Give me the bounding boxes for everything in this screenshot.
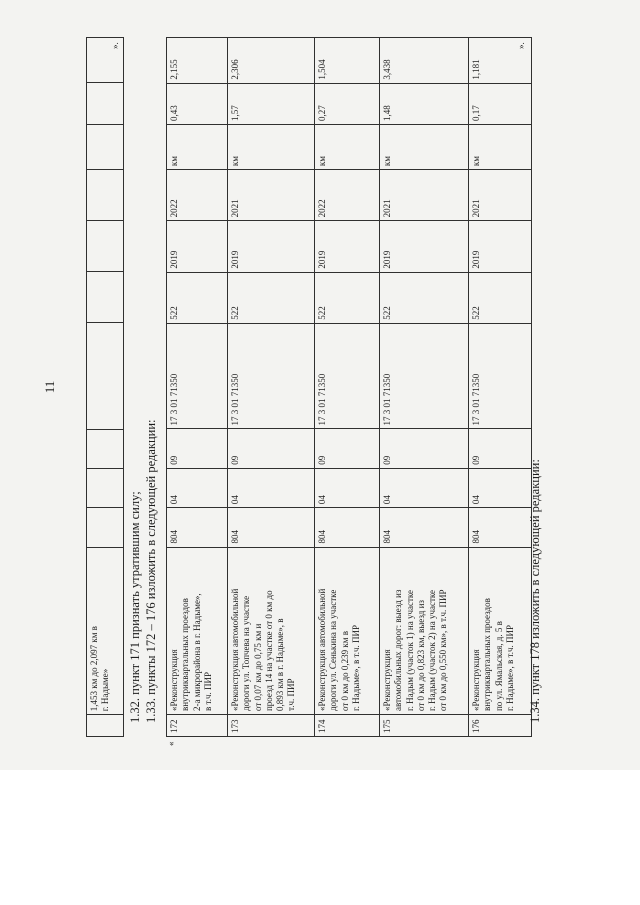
cell-num: 174 xyxy=(315,715,380,737)
name-line: «Реконструкция автомобильной xyxy=(317,588,327,712)
name-line: т.ч. ПИР xyxy=(286,678,297,712)
cell-c3: 09 xyxy=(228,429,315,468)
name-line: дороги ул. Топчева на участке xyxy=(241,595,252,712)
cell-c7: 2022 xyxy=(167,170,228,221)
name-line: внутриквартальных проездов xyxy=(482,598,493,712)
table-row xyxy=(228,38,315,737)
cell-name xyxy=(167,547,228,715)
cell-unit: км xyxy=(469,125,532,170)
cell-c5: 522 xyxy=(228,272,315,323)
cell xyxy=(87,468,124,507)
cell-c4: 17 3 01 71350 xyxy=(315,323,380,429)
cell-c6: 2019 xyxy=(380,221,469,272)
cell-name xyxy=(469,547,532,715)
cell xyxy=(87,323,124,429)
name-line: 0,893 км в г. Надыме», в xyxy=(275,618,285,712)
name-line: «Реконструкция xyxy=(382,649,392,712)
table-row xyxy=(167,38,228,737)
cell-c7: 2021 xyxy=(469,170,532,221)
cell-name xyxy=(315,547,380,715)
cell-c2: 04 xyxy=(469,468,532,507)
name-line: 1,453 км до 2,097 км в xyxy=(89,626,99,712)
cell-unit: км xyxy=(380,125,469,170)
cell-name xyxy=(87,547,124,715)
cell-c5: 522 xyxy=(315,272,380,323)
name-line: «Реконструкция xyxy=(471,649,481,712)
cell-c3: 09 xyxy=(469,429,532,468)
cell-qty: 1,48 xyxy=(380,83,469,124)
cell-unit: км xyxy=(315,125,380,170)
cell-amount: 1,504 xyxy=(315,38,380,84)
name-line: от 0,07 км до 0,75 км и xyxy=(252,623,263,712)
cell-c5: 522 xyxy=(380,272,469,323)
cell-c3: 09 xyxy=(315,429,380,468)
cell xyxy=(87,272,124,323)
closing-quote-mark: ». xyxy=(110,42,120,49)
name-line: дороги ул. Сенькина на участке xyxy=(328,589,339,712)
cell-c2: 04 xyxy=(167,468,228,507)
name-line: г. Надыме», в т.ч. ПИР xyxy=(350,625,361,712)
cell-c1: 804 xyxy=(469,508,532,547)
cell xyxy=(87,221,124,272)
cell xyxy=(87,83,124,124)
name-line: г. Надым (участок 1) на участке xyxy=(404,589,415,712)
cell xyxy=(87,429,124,468)
cell-c6: 2019 xyxy=(469,221,532,272)
cell-c1: 804 xyxy=(315,508,380,547)
table-row xyxy=(87,38,124,737)
cell-qty: 0,17 xyxy=(469,83,532,124)
cell-c2: 04 xyxy=(380,468,469,507)
cell-num xyxy=(87,715,124,737)
projects-table-body xyxy=(167,38,532,737)
cell-c5: 522 xyxy=(469,272,532,323)
cell-c4: 17 3 01 71350 xyxy=(167,323,228,429)
name-line: г. Надыме» xyxy=(100,668,111,712)
name-line: 2-а микрорайона в г. Надыме», xyxy=(191,593,202,712)
name-line: от 0 км до 0,239 км в xyxy=(339,631,350,712)
name-line: в т.ч. ПИР xyxy=(202,672,213,712)
name-line: автомобильных дорог: выезд из xyxy=(393,589,404,712)
name-line: «Реконструкция xyxy=(169,649,179,712)
name-line: г. Надым (участок 2) на участке xyxy=(427,589,437,712)
paragraph-1-32: 1.32. пункт 171 признать утратившим силу; xyxy=(128,491,142,723)
cell-c1: 804 xyxy=(228,508,315,547)
cell xyxy=(87,169,124,220)
opening-quote-mark: « xyxy=(166,741,176,746)
cell-qty: 0,27 xyxy=(315,83,380,124)
paragraph-1-33: 1.33. пункты 172 – 176 изложить в следующей редакции: xyxy=(144,419,158,723)
paragraph-1-34: 1.34. пункт 178 изложить в следующей редакции: xyxy=(528,459,542,723)
name-line: «Реконструкция автомобильной xyxy=(230,588,240,712)
blank-area xyxy=(0,770,640,905)
cell-num: 172 xyxy=(167,715,228,737)
cell-num: 173 xyxy=(228,715,315,737)
closing-quote-mark: ». xyxy=(516,42,526,49)
name-line: от 0 км до 0,823 км, выезд из xyxy=(415,600,426,712)
name-line: проезд 14 на участке от 0 км до xyxy=(263,590,274,712)
name-line: от 0 км до 0,550 км», в т.ч. ПИР xyxy=(438,589,449,712)
cell-name xyxy=(380,547,469,715)
cell-c7: 2021 xyxy=(228,170,315,221)
cell-c2: 04 xyxy=(228,468,315,507)
name-line: внутриквартальных проездов xyxy=(180,598,191,712)
cell-amount: 1,181 xyxy=(469,38,532,84)
cell-qty: 0,43 xyxy=(167,83,228,124)
cell-amount: 2,306 xyxy=(228,38,315,84)
cell-unit: км xyxy=(167,125,228,170)
cell-c6: 2019 xyxy=(228,221,315,272)
cell-name xyxy=(228,547,315,715)
cell-c4: 17 3 01 71350 xyxy=(228,323,315,429)
cell-num: 175 xyxy=(380,715,469,737)
rotated-content xyxy=(42,37,546,746)
table-row xyxy=(380,38,469,737)
table-row xyxy=(315,38,380,737)
cell-c4: 17 3 01 71350 xyxy=(469,323,532,429)
cell-c3: 09 xyxy=(167,429,228,468)
cell-c7: 2021 xyxy=(380,170,469,221)
cell-c1: 804 xyxy=(380,508,469,547)
cell-num: 176 xyxy=(469,715,532,737)
cell-c7: 2022 xyxy=(315,170,380,221)
projects-table xyxy=(166,37,532,737)
cell-qty: 1,57 xyxy=(228,83,315,124)
page-number: 11 xyxy=(42,380,57,394)
cell-c6: 2019 xyxy=(315,221,380,272)
cell xyxy=(87,124,124,169)
cell-c6: 2019 xyxy=(167,221,228,272)
cell-c1: 804 xyxy=(167,508,228,547)
cell-c3: 09 xyxy=(380,429,469,468)
cell xyxy=(87,508,124,547)
previous-row-table xyxy=(86,37,124,737)
cell-c4: 17 3 01 71350 xyxy=(380,323,469,429)
cell-amount: 2,155 xyxy=(167,38,228,84)
cell-amount: 3,438 xyxy=(380,38,469,84)
cell-c2: 04 xyxy=(315,468,380,507)
cell-c5: 522 xyxy=(167,272,228,323)
cell-unit: км xyxy=(228,125,315,170)
name-line: г. Надыме», в т.ч. ПИР xyxy=(504,625,515,712)
table-row xyxy=(469,38,532,737)
name-line: по ул. Ямальская, д. 5 в xyxy=(493,621,504,712)
